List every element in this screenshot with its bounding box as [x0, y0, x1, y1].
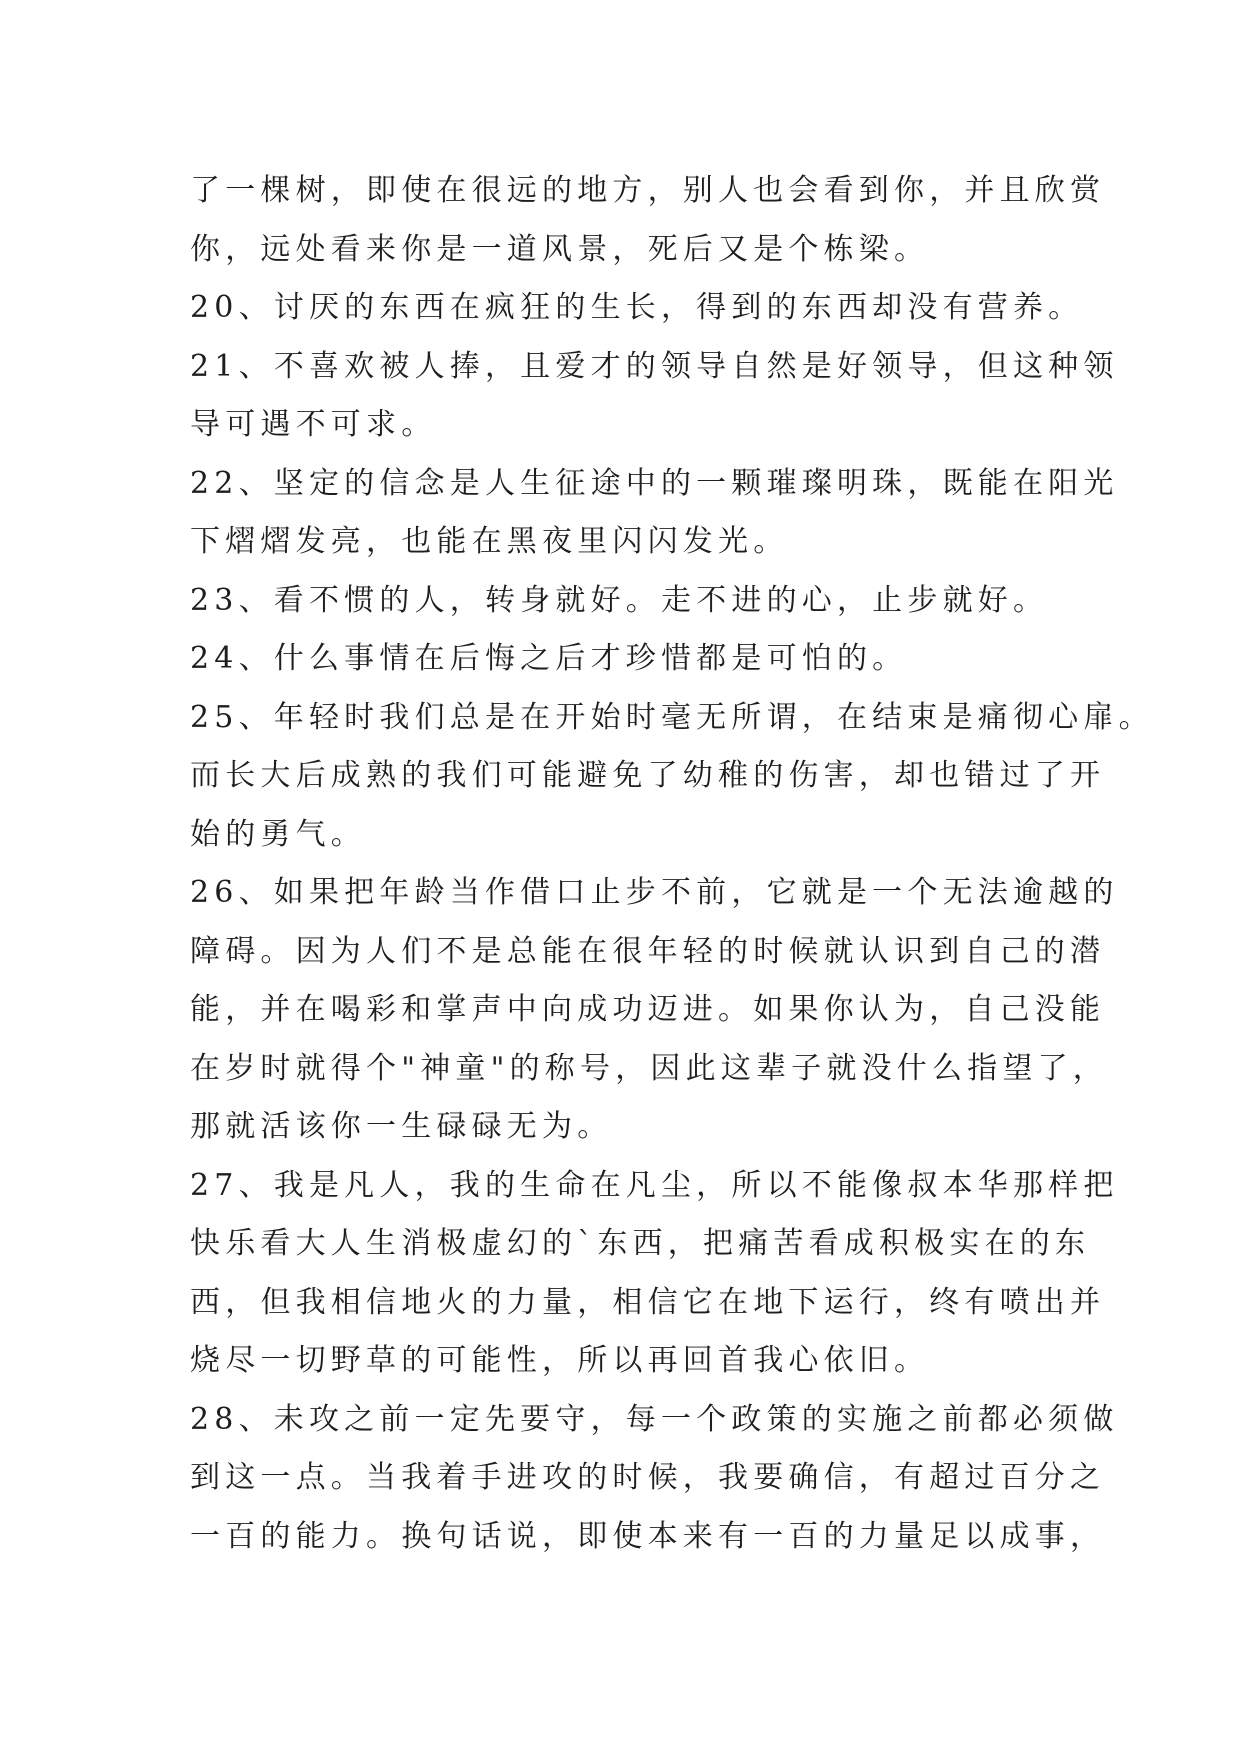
text-line: 20、讨厌的东西在疯狂的生长，得到的东西却没有营养。: [190, 290, 1084, 325]
body-text: [190, 162, 1154, 1566]
text-line: 26、如果把年龄当作借口止步不前，它就是一个无法逾越的: [190, 875, 1119, 910]
text-line: 27、我是凡人，我的生命在凡尘，所以不能像叔本华那样把: [190, 1167, 1119, 1203]
text-line: 始的勇气。: [190, 816, 366, 852]
text-line: 西，但我相信地火的力量，相信它在地下运行，终有喷出并: [190, 1284, 1106, 1320]
text-line: 24、什么事情在后悔之后才珍惜都是可怕的。: [190, 641, 908, 676]
text-line: 你，远处看来你是一道风景，死后又是个栋梁。: [190, 231, 930, 267]
text-line: 21、不喜欢被人捧，且爱才的领导自然是好领导，但这种领: [190, 348, 1119, 384]
text-line: 烧尽一切野草的可能性，所以再回首我心依旧。: [190, 1343, 930, 1378]
text-line: 一百的能力。换句话说，即使本来有一百的力量足以成事，: [190, 1518, 1106, 1554]
text-line: 障碍。因为人们不是总能在很年轻的时候就认识到自己的潜: [190, 933, 1106, 969]
text-line: 而长大后成熟的我们可能避免了幼稚的伤害，却也错过了开: [190, 758, 1106, 793]
text-line: 导可遇不可求。: [190, 407, 437, 442]
text-line: 了一棵树，即使在很远的地方，别人也会看到你，并且欣赏: [190, 173, 1106, 208]
text-line: 22、坚定的信念是人生征途中的一颗璀璨明珠，既能在阳光: [190, 465, 1119, 501]
text-line: 那就活该你一生碌碌无为。: [190, 1109, 613, 1144]
text-line: 25、年轻时我们总是在开始时毫无所谓，在结束是痛彻心扉。: [190, 699, 1154, 735]
text-line: 能，并在喝彩和掌声中向成功迈进。如果你认为，自己没能: [190, 992, 1106, 1027]
text-line: 28、未攻之前一定先要守，每一个政策的实施之前都必须做: [190, 1401, 1119, 1437]
text-line: 下熠熠发亮，也能在黑夜里闪闪发光。: [190, 524, 789, 559]
text-line: 快乐看大人生消极虚幻的`东西，把痛苦看成积极实在的东: [190, 1226, 1091, 1261]
text-line: 在岁时就得个"神童"的称号，因此这辈子就没什么指望了，: [190, 1050, 1108, 1086]
text-line: 到这一点。当我着手进攻的时候，我要确信，有超过百分之: [190, 1460, 1106, 1495]
text-line: 23、看不惯的人，转身就好。走不进的心，止步就好。: [190, 582, 1049, 618]
